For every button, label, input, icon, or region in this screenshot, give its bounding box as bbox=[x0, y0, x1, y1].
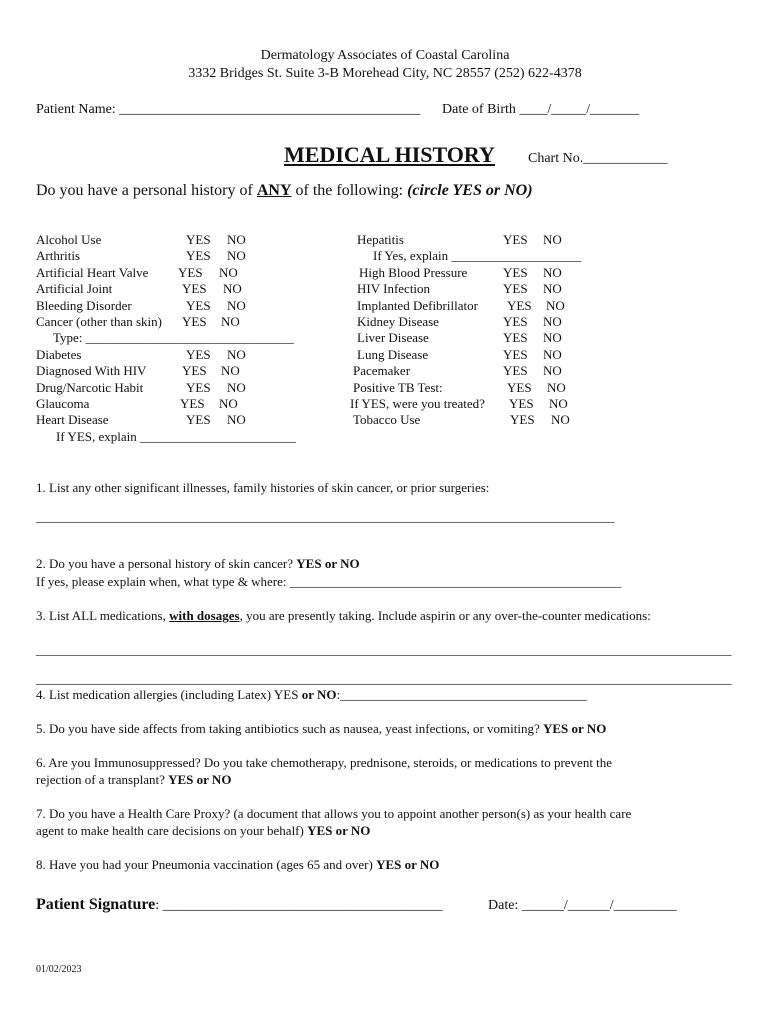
yes-option[interactable]: YES bbox=[503, 264, 528, 280]
yes-option[interactable]: YES bbox=[507, 297, 532, 313]
no-option[interactable]: NO bbox=[219, 396, 238, 411]
condition-label: Alcohol Use bbox=[36, 232, 102, 247]
condition-row bbox=[36, 412, 109, 428]
question-6-line-2 bbox=[36, 772, 231, 788]
page-title: MEDICAL HISTORY bbox=[284, 142, 495, 167]
condition-label[interactable]: Type: ________________________________ bbox=[53, 330, 294, 346]
condition-row bbox=[357, 314, 439, 330]
no-option[interactable]: NO bbox=[551, 412, 570, 428]
condition-row bbox=[353, 412, 420, 428]
question-5 bbox=[36, 721, 606, 737]
condition-label: Artificial Heart Valve bbox=[36, 264, 149, 280]
condition-label: Artificial Joint bbox=[36, 281, 113, 297]
chart-number-field[interactable]: Chart No.____________ bbox=[528, 151, 668, 166]
yes-option[interactable]: YES bbox=[503, 330, 528, 346]
practice-address: 3332 Bridges St. Suite 3-B Morehead City, NC 28557 (252) 622-4378 bbox=[188, 66, 582, 81]
question-4-prefix: 4. List medication allergies (including Latex) YES bbox=[36, 687, 302, 702]
no-option[interactable]: NO bbox=[543, 232, 562, 247]
question-7-line-1: 7. Do you have a Health Care Proxy? (a document that allows you to appoint another person(s) as your health care bbox=[36, 806, 632, 821]
condition-row bbox=[373, 248, 581, 264]
question-4 bbox=[36, 687, 587, 703]
condition-row bbox=[357, 330, 429, 346]
no-option[interactable]: NO bbox=[221, 314, 240, 329]
condition-label: Drug/Narcotic Habit bbox=[36, 379, 144, 395]
question-5-text: 5. Do you have side affects from taking antibiotics such as nausea, yeast infections, or vomiting? bbox=[36, 721, 543, 736]
no-option[interactable]: NO bbox=[546, 297, 565, 313]
no-option[interactable]: NO bbox=[221, 363, 240, 379]
question-6-yes-no[interactable]: YES or NO bbox=[168, 772, 232, 787]
yes-option[interactable]: YES bbox=[503, 281, 528, 297]
no-option[interactable]: NO bbox=[543, 346, 562, 362]
yes-option[interactable]: YES bbox=[182, 281, 207, 297]
practice-name: Dermatology Associates of Coastal Carolina bbox=[260, 48, 510, 63]
no-option[interactable]: NO bbox=[227, 297, 246, 313]
yes-option[interactable]: YES bbox=[182, 363, 207, 379]
yes-option[interactable]: YES bbox=[503, 346, 528, 362]
signature-row bbox=[36, 896, 443, 914]
no-option[interactable]: NO bbox=[227, 346, 246, 362]
question-3 bbox=[36, 608, 651, 624]
yes-option[interactable]: YES bbox=[186, 297, 211, 313]
condition-row bbox=[56, 429, 296, 445]
question-3-suffix: , you are presently taking. Include aspirin or any over-the-counter medications: bbox=[239, 608, 651, 623]
intro-instruction bbox=[36, 182, 533, 200]
question-1: 1. List any other significant illnesses, family histories of skin cancer, or prior surgeries: bbox=[36, 480, 490, 495]
condition-row bbox=[36, 380, 143, 396]
yes-option[interactable]: YES bbox=[503, 232, 528, 247]
condition-label: Diagnosed With HIV bbox=[36, 363, 147, 379]
condition-label: Implanted Defibrillator bbox=[357, 297, 478, 313]
yes-option[interactable]: YES bbox=[503, 314, 528, 329]
yes-option[interactable]: YES bbox=[186, 232, 211, 247]
no-option[interactable]: NO bbox=[543, 264, 562, 280]
yes-option[interactable]: YES bbox=[186, 248, 211, 264]
question-2-text: 2. Do you have a personal history of skin cancer? bbox=[36, 556, 297, 571]
condition-label: Diabetes bbox=[36, 346, 82, 362]
yes-option[interactable]: YES bbox=[186, 346, 211, 362]
question-3-answer-line-1[interactable]: ___________________________________________________________________________________________________________ bbox=[36, 642, 732, 657]
condition-label: Hepatitis bbox=[357, 232, 404, 247]
yes-option[interactable]: YES bbox=[180, 396, 205, 411]
yes-option[interactable]: YES bbox=[503, 363, 528, 379]
condition-row bbox=[36, 248, 80, 264]
question-7-line-2 bbox=[36, 823, 370, 839]
question-4-yes-no[interactable]: or NO bbox=[301, 687, 337, 702]
question-6-line-1: 6. Are you Immunosuppressed? Do you take chemotherapy, prednisone, steroids, or medications to prevent the bbox=[36, 755, 613, 770]
condition-row bbox=[36, 396, 89, 412]
condition-row bbox=[36, 281, 112, 297]
condition-row bbox=[350, 396, 485, 412]
condition-label: HIV Infection bbox=[357, 281, 431, 297]
question-1-answer-line[interactable]: _________________________________________________________________________________________ bbox=[36, 509, 615, 524]
condition-label: Glaucoma bbox=[36, 396, 90, 411]
condition-row bbox=[36, 298, 132, 314]
condition-label: Kidney Disease bbox=[357, 314, 439, 329]
yes-option[interactable]: YES bbox=[186, 412, 211, 428]
signature-date-field[interactable]: Date: ______/______/_________ bbox=[488, 898, 677, 913]
condition-label[interactable]: If YES, explain ________________________ bbox=[56, 428, 296, 444]
no-option[interactable]: NO bbox=[223, 281, 242, 297]
condition-label[interactable]: If Yes, explain ____________________ bbox=[373, 248, 582, 264]
question-3-answer-line-2[interactable]: ___________________________________________________________________________________________________________ bbox=[36, 671, 732, 686]
no-option[interactable]: NO bbox=[543, 330, 562, 346]
condition-label: Heart Disease bbox=[36, 412, 109, 428]
no-option[interactable]: NO bbox=[543, 281, 562, 297]
no-option[interactable]: NO bbox=[227, 232, 246, 247]
no-option[interactable]: NO bbox=[549, 396, 568, 411]
condition-row bbox=[357, 298, 478, 314]
condition-row bbox=[36, 265, 148, 281]
no-option[interactable]: NO bbox=[543, 314, 562, 329]
yes-option[interactable]: YES bbox=[178, 264, 203, 280]
condition-label: High Blood Pressure bbox=[359, 264, 468, 280]
condition-row bbox=[357, 347, 428, 363]
question-3-emphasis: with dosages bbox=[169, 608, 240, 623]
condition-row bbox=[357, 232, 404, 248]
question-8-yes-no[interactable]: YES or NO bbox=[376, 857, 440, 872]
footer-date: 01/02/2023 bbox=[36, 964, 82, 975]
intro-any: ANY bbox=[256, 182, 292, 199]
condition-label: Liver Disease bbox=[357, 330, 429, 346]
yes-option[interactable]: YES bbox=[510, 412, 535, 428]
yes-option[interactable]: YES bbox=[509, 396, 534, 411]
yes-option[interactable]: YES bbox=[186, 379, 211, 395]
no-option[interactable]: NO bbox=[227, 248, 246, 264]
patient-name-field[interactable]: Patient Name: ___________________________________________ bbox=[36, 102, 421, 117]
condition-row bbox=[36, 363, 146, 379]
condition-row bbox=[36, 347, 81, 363]
question-3-prefix: 3. List ALL medications, bbox=[36, 608, 170, 623]
question-4-answer-line[interactable]: :______________________________________ bbox=[336, 687, 588, 702]
question-6-text: rejection of a transplant? bbox=[36, 772, 169, 787]
question-8 bbox=[36, 857, 439, 873]
condition-row bbox=[359, 265, 467, 281]
patient-signature-label: Patient Signature bbox=[36, 896, 156, 913]
condition-label: Lung Disease bbox=[357, 346, 429, 362]
yes-option[interactable]: YES bbox=[507, 379, 532, 395]
no-option[interactable]: NO bbox=[227, 379, 246, 395]
condition-label: Positive TB Test: bbox=[353, 379, 443, 395]
condition-row bbox=[353, 380, 443, 396]
condition-label: If YES, were you treated? bbox=[350, 396, 485, 411]
question-2-explain-line[interactable]: If yes, please explain when, what type & where: ___________________________________________________ bbox=[36, 574, 622, 589]
condition-label: Arthritis bbox=[36, 248, 81, 264]
condition-row bbox=[357, 281, 430, 297]
no-option[interactable]: NO bbox=[219, 264, 238, 280]
condition-label: Bleeding Disorder bbox=[36, 297, 132, 313]
condition-row bbox=[353, 363, 410, 379]
condition-row bbox=[36, 314, 162, 330]
question-2-yes-no[interactable]: YES or NO bbox=[296, 556, 360, 571]
condition-label: Pacemaker bbox=[353, 363, 411, 379]
date-of-birth-field[interactable]: Date of Birth ____/_____/_______ bbox=[442, 102, 640, 117]
no-option[interactable]: NO bbox=[543, 363, 562, 379]
question-7-text: agent to make health care decisions on your behalf) bbox=[36, 823, 308, 838]
question-2 bbox=[36, 556, 360, 572]
no-option[interactable]: NO bbox=[227, 412, 246, 428]
condition-row bbox=[53, 330, 294, 346]
question-8-text: 8. Have you had your Pneumonia vaccination (ages 65 and over) bbox=[36, 857, 377, 872]
patient-signature-line[interactable]: : ________________________________________ bbox=[155, 898, 443, 913]
intro-prefix: Do you have a personal history of bbox=[36, 182, 257, 199]
no-option[interactable]: NO bbox=[547, 379, 566, 395]
condition-label: Tobacco Use bbox=[353, 412, 421, 428]
question-7-yes-no[interactable]: YES or NO bbox=[307, 823, 371, 838]
question-5-yes-no[interactable]: YES or NO bbox=[543, 721, 607, 736]
intro-middle: of the following: bbox=[291, 182, 408, 199]
yes-option[interactable]: YES bbox=[182, 314, 207, 329]
condition-row bbox=[36, 232, 101, 248]
intro-circle-instruction: (circle YES or NO) bbox=[407, 182, 533, 199]
condition-label: Cancer (other than skin) bbox=[36, 314, 162, 329]
